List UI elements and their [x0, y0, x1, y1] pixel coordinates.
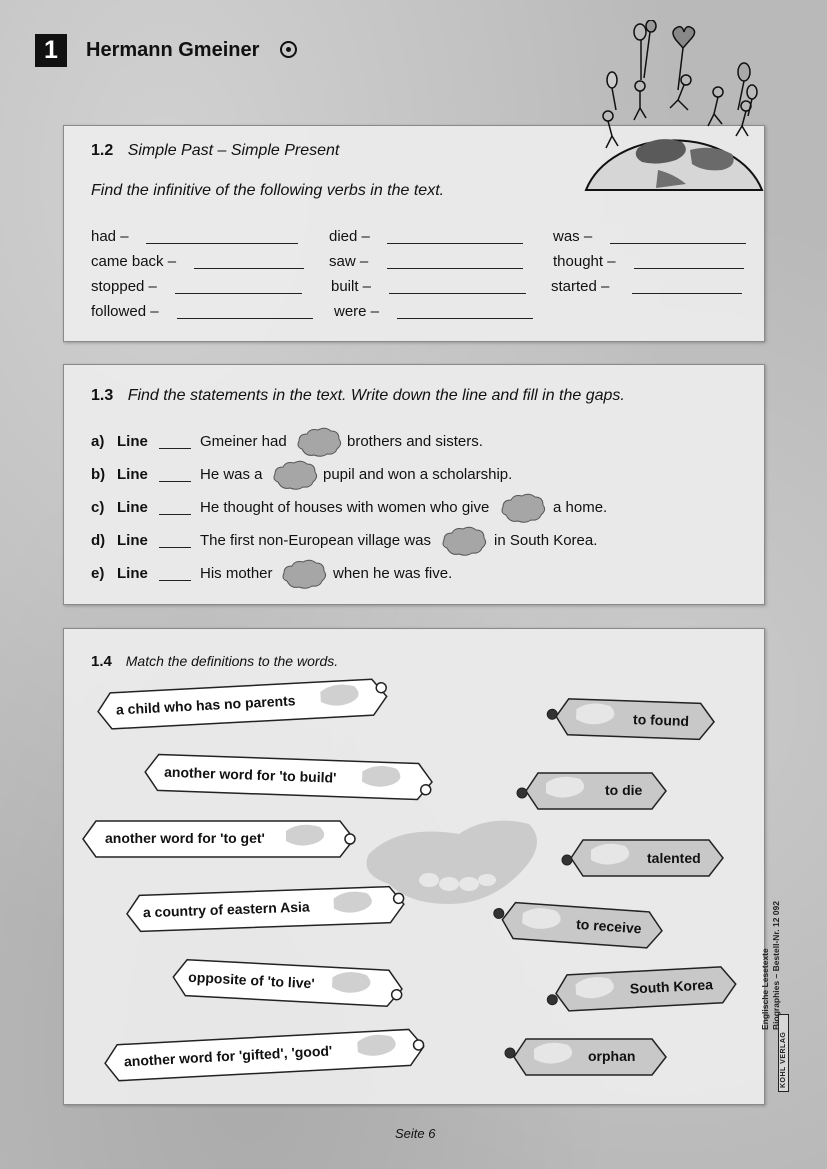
verb-label: built – [331, 278, 372, 295]
cloud-gap-icon[interactable] [281, 559, 327, 589]
side-line-1: Englische Lesetexte [760, 948, 770, 1030]
answer-blank[interactable] [610, 243, 746, 244]
exercise-number: 1.3 [91, 387, 114, 404]
exercise-title: Find the statements in the text. Write down the line and fill in the gaps. [127, 387, 625, 404]
line-label: Line [117, 565, 148, 582]
statement-after: when he was five. [333, 565, 453, 582]
word-text: talented [647, 850, 701, 866]
line-label: Line [117, 466, 148, 483]
verb-label: died – [329, 228, 370, 245]
exercise-1-3-heading [91, 387, 625, 405]
answer-blank[interactable] [194, 268, 304, 269]
word-tag[interactable] [516, 771, 668, 816]
word-text: to receive [575, 915, 643, 937]
verb-label: stopped – [91, 278, 157, 295]
definition-tag[interactable] [96, 676, 390, 736]
word-tag[interactable] [561, 838, 725, 883]
publisher-logo: KOHL VERLAG [778, 1014, 789, 1092]
side-series-text [760, 850, 782, 1030]
line-number-blank[interactable] [159, 565, 191, 581]
definition-tag[interactable] [171, 957, 405, 1014]
line-number-blank[interactable] [159, 466, 191, 482]
word-text: orphan [588, 1048, 636, 1064]
statement-after: brothers and sisters. [347, 433, 483, 450]
word-text: to die [605, 782, 643, 798]
side-line-2: Biographies – Bestell-Nr. 12 092 [771, 901, 781, 1030]
verb-label: saw – [329, 253, 369, 270]
line-number-blank[interactable] [159, 499, 191, 515]
definition-text: a country of eastern Asia [142, 898, 310, 921]
tag-shape [545, 696, 716, 742]
exercise-number: 1.4 [91, 653, 112, 670]
verb-label: followed – [91, 303, 159, 320]
word-tag[interactable] [491, 899, 666, 956]
statement-before: The first non-European village was [200, 532, 431, 549]
definition-text: another word for 'to get' [105, 830, 265, 846]
definition-text: opposite of 'to live' [187, 968, 316, 992]
definition-text: another word for 'to build' [163, 763, 337, 786]
verb-label: was – [553, 228, 593, 245]
definition-tag[interactable] [143, 752, 434, 807]
word-text: South Korea [629, 976, 714, 997]
statement-after: in South Korea. [494, 532, 598, 549]
statement-letter: e) [91, 565, 105, 582]
exercise-1-4-panel [63, 628, 765, 1105]
verb-label: had – [91, 228, 129, 245]
exercise-title: Simple Past – Simple Present [127, 142, 340, 159]
definition-text: a child who has no parents [115, 692, 296, 718]
cloud-gap-icon[interactable] [296, 427, 342, 457]
answer-blank[interactable] [634, 268, 744, 269]
line-number-blank[interactable] [159, 433, 191, 449]
answer-blank[interactable] [387, 243, 523, 244]
cloud-gap-icon[interactable] [272, 460, 318, 490]
statement-letter: a) [91, 433, 105, 450]
line-label: Line [117, 532, 148, 549]
statement-letter: c) [91, 499, 105, 516]
statement-after: a home. [553, 499, 608, 516]
tag-shape [504, 1037, 668, 1077]
definition-tag[interactable] [82, 819, 357, 864]
answer-blank[interactable] [397, 318, 533, 319]
word-tag[interactable] [504, 1037, 668, 1082]
verb-label: thought – [553, 253, 616, 270]
statement-before: Gmeiner had [200, 433, 287, 450]
exercise-instruction: Find the infinitive of the following verbs in the text. [91, 182, 445, 199]
line-label: Line [117, 499, 148, 516]
verb-label: were – [334, 303, 380, 320]
exercise-number: 1.2 [91, 142, 114, 159]
cloud-gap-icon[interactable] [500, 493, 546, 523]
statement-letter: d) [91, 532, 106, 549]
chapter-title: Hermann Gmeiner [86, 39, 260, 61]
answer-blank[interactable] [177, 318, 313, 319]
statement-letter: b) [91, 466, 106, 483]
line-number-blank[interactable] [159, 532, 191, 548]
target-icon [280, 41, 297, 58]
statement-before: His mother [200, 565, 273, 582]
globe-children-illustration [578, 20, 778, 192]
definition-tag[interactable] [103, 1027, 427, 1089]
answer-blank[interactable] [632, 293, 742, 294]
definition-tag[interactable] [125, 884, 406, 939]
verb-label: started – [551, 278, 610, 295]
exercise-1-3-panel [63, 364, 765, 605]
exercise-1-2-heading [91, 142, 339, 160]
answer-blank[interactable] [175, 293, 302, 294]
definition-text: another word for 'gifted', 'good' [123, 1042, 333, 1070]
word-text: to found [632, 711, 690, 730]
word-tag[interactable] [545, 696, 716, 747]
verb-label: came back – [91, 253, 177, 270]
answer-blank[interactable] [146, 243, 298, 244]
answer-blank[interactable] [387, 268, 523, 269]
statement-after: pupil and won a scholarship. [323, 466, 513, 483]
exercise-1-4-heading [91, 653, 338, 670]
tag-shape [516, 771, 668, 811]
statement-before: He thought of houses with women who give [200, 499, 490, 516]
line-label: Line [117, 433, 148, 450]
exercise-title: Match the definitions to the words. [125, 653, 339, 669]
word-tag[interactable] [545, 964, 739, 1019]
cloud-gap-icon[interactable] [441, 526, 487, 556]
page-number: Seite 6 [395, 1126, 436, 1141]
statement-before: He was a [200, 466, 263, 483]
answer-blank[interactable] [389, 293, 526, 294]
chapter-number: 1 [35, 34, 67, 67]
